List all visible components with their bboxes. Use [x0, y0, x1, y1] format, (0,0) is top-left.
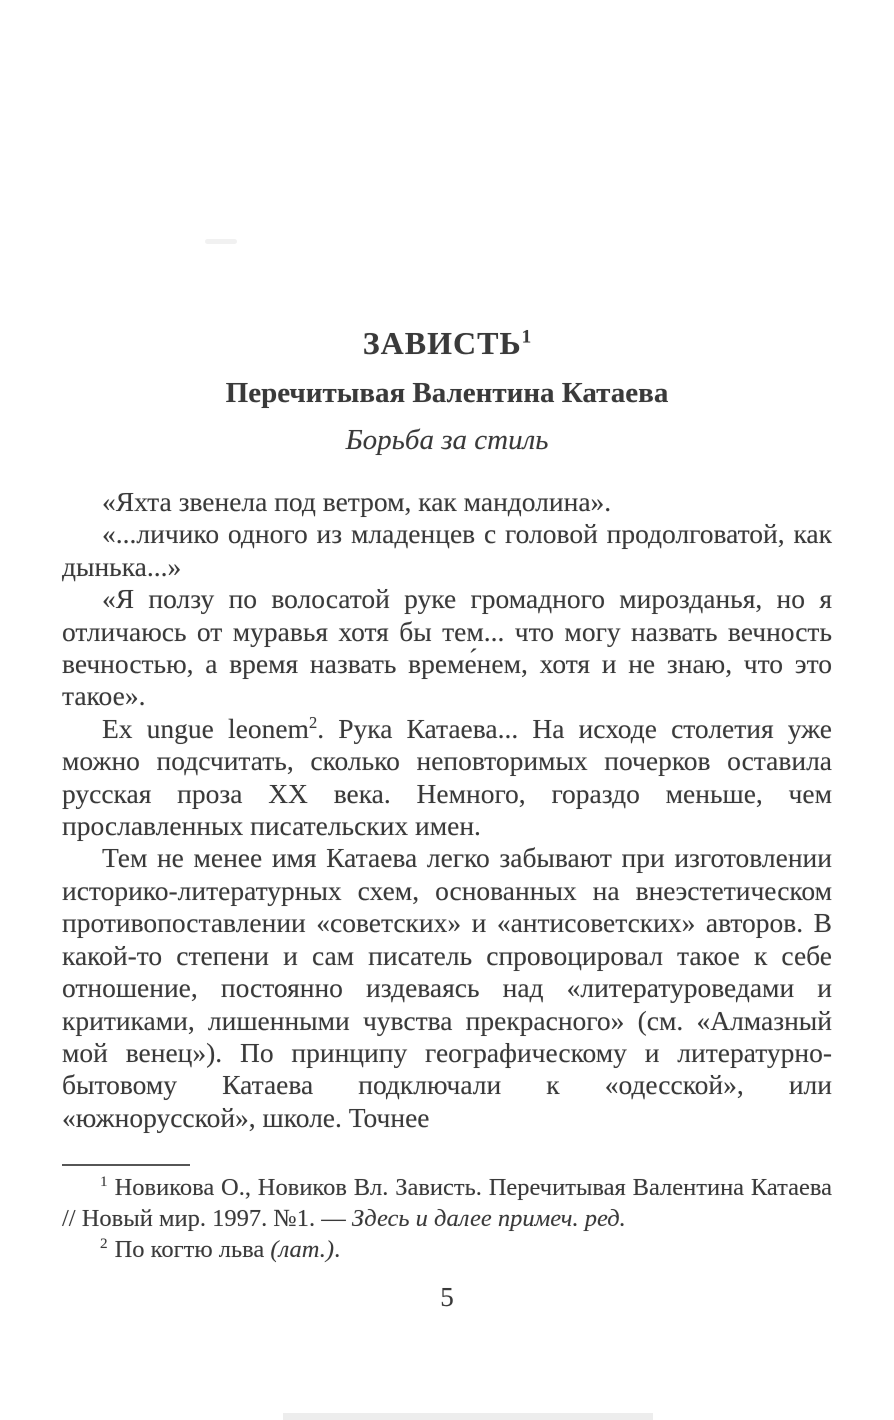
footnote-2: [62, 1234, 832, 1265]
paragraph-4: [62, 713, 832, 843]
page-footer: [0, 1164, 894, 1313]
scan-artifact-dash: [205, 239, 237, 244]
footnote-ref-1: 1: [521, 326, 532, 348]
chapter-subtitle: Перечитывая Валентина Катаева: [225, 377, 669, 409]
footnotes-block: [62, 1172, 832, 1265]
chapter-title-text: ЗАВИСТЬ: [362, 325, 522, 361]
footnote-2-text: По когтю льва: [114, 1236, 271, 1264]
chapter-heading: [0, 0, 894, 458]
footnote-1-marker: 1: [100, 1172, 108, 1190]
footnote-2-marker: 2: [100, 1234, 108, 1252]
page-number: 5: [440, 1282, 454, 1313]
scan-edge-bar: [283, 1413, 653, 1420]
footnote-1: [62, 1172, 832, 1234]
body-text: [62, 486, 832, 1134]
chapter-title: [0, 324, 894, 362]
paragraph-4-lead: Ex ungue leonem: [102, 712, 309, 744]
paragraph-4-rest: . Рука Катаева... На исходе столетия уже можно подсчитать, сколько неповторимых почерков оставила русская проза XX века. Немного, гораздо меньше, чем прославленных писательских имен.: [62, 712, 832, 842]
footnote-1-italic: Здесь и далее примеч. ред.: [351, 1205, 626, 1233]
paragraph-5: Тем не менее имя Катаева легко забывают при изготовлении историко-литературных схем, основанных на внеэстетическом противопоставлении «советских» и «антисоветских» авторов. В какой-то степени и сам писатель спровоцировал такое к себе отношение, постоянно издеваясь над «литературоведами и критиками, лишенными чувства прекрасного» (см. «Алмазный мой венец»). По принципу географическому и литературно-бытовому Катаева подключали к «одесской», или «южнорусской», школе. Точнее: [62, 842, 832, 1133]
footnote-1-text: Новикова О., Новиков Вл. Зависть. Перечитывая Валентина Катаева // Новый мир. 1997. №1. —: [62, 1174, 832, 1233]
footnote-ref-2: 2: [308, 712, 318, 732]
footnote-2-italic: (лат.): [270, 1236, 335, 1264]
chapter-motto: Борьба за стиль: [345, 424, 549, 456]
paragraph-quote-1: «Яхта звенела под ветром, как мандолина».: [102, 486, 612, 517]
paragraph-quote-2: «...личико одного из младенцев с головой продолговатой, как дынька...»: [62, 518, 832, 582]
footnote-2-tail: .: [334, 1236, 341, 1264]
footnote-separator: [62, 1164, 190, 1166]
paragraph-quote-3: «Я ползу по волосатой руке громадного мирозданья, но я отличаюсь от муравья хотя бы тем... что могу назвать вечность вечностью, а время назвать време́нем, хотя и не знаю, что это такое».: [62, 583, 832, 712]
